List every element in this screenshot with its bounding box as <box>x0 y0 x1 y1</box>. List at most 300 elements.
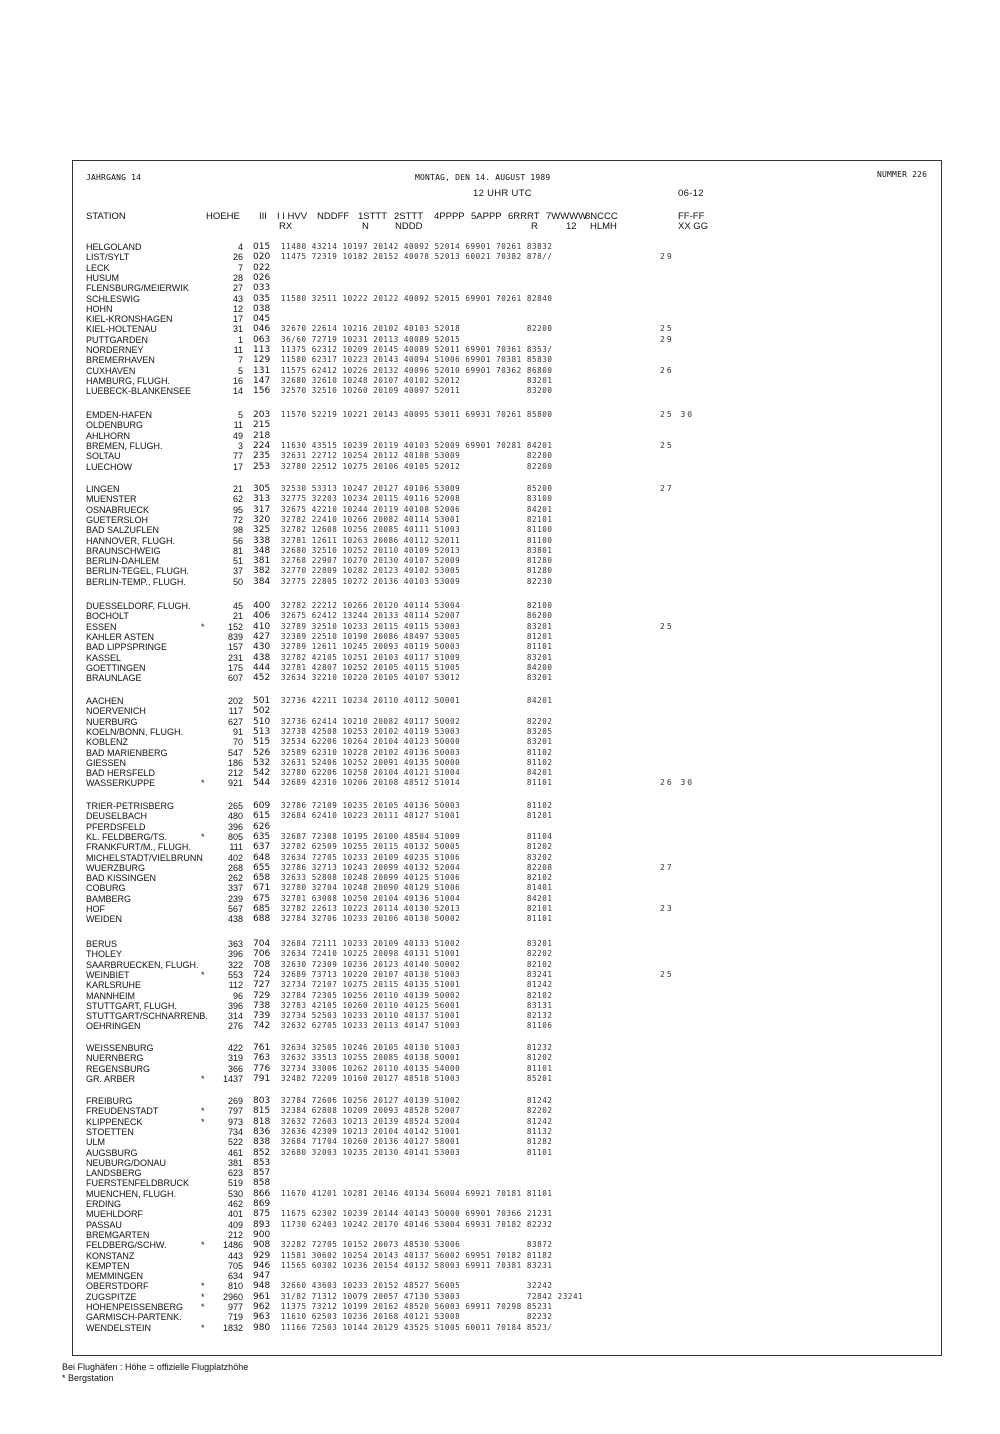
station-id: 635 <box>253 831 271 842</box>
station-name: BRAUNLAGE <box>86 673 142 684</box>
station-height: 21 <box>232 611 243 622</box>
station-name: BAD HERSFELD <box>86 768 156 779</box>
station-name: MUENCHEN, FLUGH. <box>86 1188 177 1199</box>
station-name: KL. FELDBERG/TS. <box>86 831 168 842</box>
station-row <box>0 242 1000 252</box>
station-row <box>0 386 1000 396</box>
synop-code: 32783 42105 10260 20110 40125 56001 83131 <box>281 1000 553 1010</box>
station-id: 675 <box>253 893 271 904</box>
synop-code: 32782 42105 10251 20103 40117 51009 83201 <box>281 652 553 662</box>
synop-code: 11730 62403 10242 20170 40146 53004 69931 70182 82232 <box>281 1219 553 1229</box>
station-row <box>0 1011 1000 1021</box>
station-id: 526 <box>253 747 271 758</box>
station-id: 838 <box>253 1137 271 1148</box>
station-height: 14 <box>232 386 243 397</box>
synop-code: 32684 71704 10260 20136 40127 58001 81282 <box>281 1137 553 1147</box>
synop-code: 32781 12611 10263 20086 40112 52011 81100 <box>281 535 553 545</box>
station-height: 51 <box>232 556 243 567</box>
station-height: 43 <box>232 293 243 304</box>
station-name: KIEL-KRONSHAGEN <box>86 314 173 325</box>
synop-code: 32660 43603 10233 20152 48527 56005 32242 <box>281 1281 553 1291</box>
station-id: 544 <box>253 778 271 789</box>
station-name: AACHEN <box>86 696 124 706</box>
station-height: 28 <box>232 272 243 283</box>
synop-code: 32687 72308 10195 20100 48504 51009 81104 <box>281 831 553 841</box>
station-height: 363 <box>227 939 243 949</box>
station-height: 402 <box>227 852 243 863</box>
station-name: BAD SALZUFLEN <box>86 525 160 536</box>
station-name: HOHN <box>86 303 113 314</box>
station-height: 31 <box>232 324 243 335</box>
station-height: 212 <box>227 1229 243 1240</box>
station-row <box>0 462 1000 472</box>
station-name: GUETERSLOH <box>86 514 149 525</box>
station-height: 152 <box>227 621 243 632</box>
station-height: 461 <box>227 1147 243 1158</box>
station-height: 157 <box>227 642 243 653</box>
station-height: 973 <box>227 1116 243 1127</box>
synop-code: 32675 42210 10244 20119 40108 52006 84201 <box>281 504 553 514</box>
station-name: THOLEY <box>86 949 123 960</box>
station-id: 317 <box>253 504 271 515</box>
station-height: 1437 <box>222 1073 243 1084</box>
station-height: 462 <box>227 1199 243 1209</box>
station-name: GOETTINGEN <box>86 662 146 673</box>
station-id: 738 <box>253 1000 271 1011</box>
station-height: 50 <box>232 576 243 587</box>
station-id: 852 <box>253 1147 271 1158</box>
station-name: MICHELSTADT/VIELBRUNN <box>86 852 203 863</box>
station-height: 276 <box>227 1021 243 1032</box>
station-row <box>0 642 1000 652</box>
station-name: HANNOVER, FLUGH. <box>86 535 176 546</box>
station-row <box>0 1137 1000 1147</box>
station-row <box>0 1021 1000 1031</box>
synop-code: 32689 73713 10220 20107 40130 51003 83241 <box>281 969 553 979</box>
station-row <box>0 632 1000 642</box>
station-row <box>0 960 1000 970</box>
station-row <box>0 980 1000 990</box>
station-name: DEUSELBACH <box>86 811 148 822</box>
station-height: 202 <box>227 696 243 706</box>
gust-value: 26 <box>660 365 674 375</box>
synop-code: 32738 42508 10253 20102 40119 53003 83205 <box>281 726 553 736</box>
station-row <box>0 1271 1000 1281</box>
station-row <box>0 441 1000 451</box>
station-row <box>0 883 1000 893</box>
synop-code: 11166 72503 10144 20129 43525 51005 60011 70184 8523/ <box>281 1322 553 1332</box>
synop-code: 11580 32511 10222 20122 40092 52015 69901 70261 82840 <box>281 293 553 303</box>
station-height: 268 <box>227 862 243 873</box>
station-height: 634 <box>227 1271 243 1282</box>
gust-value: 23 <box>660 904 674 913</box>
synop-code: 32786 72109 10235 20105 40136 50003 81102 <box>281 801 553 810</box>
station-row <box>0 801 1000 811</box>
mountain-station-marker: * <box>201 1291 205 1302</box>
station-name: FUERSTENFELDBRUCK <box>86 1178 190 1189</box>
col-nddff: NDDFF <box>317 211 350 222</box>
station-height: 175 <box>227 662 243 673</box>
station-id: 637 <box>253 842 271 853</box>
station-height: 977 <box>227 1302 243 1312</box>
ff-period: 06-12 <box>678 188 704 199</box>
synop-code: 32780 22512 10275 20106 40105 52012 82200 <box>281 461 553 471</box>
synop-code: 32634 72705 10233 20109 40235 51006 83202 <box>281 852 553 862</box>
synop-code: 32775 22805 10272 20136 40103 53009 82230 <box>281 576 553 586</box>
station-name: HOHENPEISSENBERG <box>86 1302 184 1312</box>
footnote-mountain: * Bergstation <box>62 1373 114 1383</box>
station-name: LIST/SYLT <box>86 252 130 263</box>
synop-code: 32570 32510 10260 20109 40097 52011 83200 <box>281 386 553 396</box>
bottom-rule <box>72 1355 941 1356</box>
station-row <box>0 1064 1000 1074</box>
station-row <box>0 505 1000 515</box>
volume-label: JAHRGANG 14 <box>86 173 142 182</box>
station-row <box>0 970 1000 980</box>
station-height: 381 <box>227 1157 243 1168</box>
station-id: 948 <box>253 1281 271 1292</box>
station-name: AHLHORN <box>86 430 131 441</box>
station-id: 671 <box>253 883 271 894</box>
station-name: NEUBURG/DONAU <box>86 1157 167 1168</box>
synop-code: 32734 33006 10262 20110 40135 54000 81101 <box>281 1063 553 1073</box>
synop-code: 32634 32505 10246 20105 40130 51003 81232 <box>281 1043 553 1052</box>
station-name: ZUGSPITZE <box>86 1291 137 1302</box>
station-id: 035 <box>253 293 271 304</box>
station-height: 921 <box>227 778 243 789</box>
synop-code: 32530 53313 10247 20127 40106 53009 85200 <box>281 484 553 493</box>
synop-code: 32780 62206 10258 20104 40121 51004 84201 <box>281 768 553 778</box>
station-name: BERLIN-TEMP., FLUGH. <box>86 576 186 587</box>
station-height: 186 <box>227 757 243 768</box>
station-row <box>0 283 1000 293</box>
station-id: 022 <box>253 262 271 273</box>
station-id: 129 <box>253 355 271 366</box>
col-sttt1: 1STTT <box>358 211 388 222</box>
station-row <box>0 939 1000 949</box>
station-row <box>0 673 1000 683</box>
col-rx: RX <box>279 221 293 232</box>
synop-code: 32482 72209 10160 20127 48518 51003 85201 <box>281 1073 553 1083</box>
station-name: LINGEN <box>86 484 120 494</box>
station-row <box>0 366 1000 376</box>
station-id: 452 <box>253 673 271 684</box>
station-height: 96 <box>232 990 243 1001</box>
station-row <box>0 863 1000 873</box>
station-height: 12 <box>232 303 243 314</box>
col-nddd: NDDD <box>395 221 423 232</box>
station-id: 438 <box>253 652 271 663</box>
station-name: TRIER-PETRISBERG <box>86 801 175 811</box>
station-height: 5 <box>237 365 243 376</box>
synop-code: 32636 42309 10213 20104 40142 51001 81132 <box>281 1126 553 1136</box>
synop-code: 11375 62312 10209 20145 40089 52011 69901 70361 8353/ <box>281 345 553 354</box>
station-name: KONSTANZ <box>86 1250 135 1261</box>
synop-code: 32631 22712 10254 20112 40108 53009 82200 <box>281 451 553 461</box>
station-row <box>0 1209 1000 1219</box>
station-name: WEINBIET <box>86 969 130 980</box>
station-row <box>0 546 1000 556</box>
station-id: 739 <box>253 1011 271 1022</box>
station-row <box>0 842 1000 852</box>
synop-code: 32282 72705 10152 20073 48530 53006 83872 <box>281 1240 553 1250</box>
station-id: 038 <box>253 303 271 314</box>
station-row <box>0 991 1000 1001</box>
station-row <box>0 758 1000 768</box>
col-nccc: 8NCCC <box>585 211 618 222</box>
station-id: 857 <box>253 1168 271 1179</box>
synop-code: 32630 72309 10236 20123 40140 50002 82102 <box>281 959 553 969</box>
synop-code: 32786 32713 10243 20099 40132 52004 82208 <box>281 862 553 872</box>
station-height: 26 <box>232 252 243 263</box>
station-id: 875 <box>253 1209 271 1220</box>
station-name: GARMISCH-PARTENK. <box>86 1312 182 1323</box>
station-height: 37 <box>232 566 243 577</box>
synop-code: 32534 62206 10264 20104 40123 50000 83201 <box>281 737 553 747</box>
station-id: 235 <box>253 451 271 462</box>
mountain-station-marker: * <box>201 778 205 789</box>
synop-code: 32784 32706 10233 20106 40130 50002 81101 <box>281 914 553 924</box>
station-height: 719 <box>227 1312 243 1323</box>
synop-code: 11630 43515 10239 20119 40103 52009 69901 70281 84201 <box>281 440 553 450</box>
station-id: 045 <box>253 314 271 325</box>
synop-code: 32632 72603 10213 20139 48524 52004 81242 <box>281 1116 553 1126</box>
synop-code: 32632 33513 10255 20085 40138 50001 81202 <box>281 1053 553 1063</box>
mountain-station-marker: * <box>201 1322 205 1333</box>
station-row <box>0 1117 1000 1127</box>
station-name: KOBLENZ <box>86 737 129 748</box>
synop-code: 32789 32510 10233 20115 40115 53003 83201 <box>281 621 553 631</box>
issue-number: NUMMER 226 <box>877 170 928 179</box>
station-name: HOF <box>86 904 105 914</box>
col-height: HOEHE <box>206 211 240 222</box>
mountain-station-marker: * <box>201 1106 205 1117</box>
station-id: 147 <box>253 375 271 386</box>
synop-code: 11475 72319 10182 20152 40078 52013 60021 70382 878// <box>281 252 553 262</box>
station-name: BERUS <box>86 939 118 949</box>
synop-code: 11610 62503 10236 20168 40121 53008 82232 <box>281 1312 553 1322</box>
station-name: BAMBERG <box>86 893 132 904</box>
station-height: 623 <box>227 1168 243 1179</box>
gust-value: 27 <box>660 484 674 493</box>
synop-code: 32782 12608 10256 20085 40111 51003 81100 <box>281 525 553 535</box>
station-name: BERLIN-DAHLEM <box>86 556 160 567</box>
mountain-station-marker: * <box>201 1116 205 1127</box>
station-name: BERLIN-TEGEL, FLUGH. <box>86 566 190 577</box>
station-row <box>0 778 1000 788</box>
station-id: 444 <box>253 662 271 673</box>
station-row <box>0 1043 1000 1053</box>
synop-code: 32782 22613 10223 20114 40130 52013 82101 <box>281 904 553 913</box>
station-row <box>0 737 1000 747</box>
station-row <box>0 832 1000 842</box>
mountain-station-marker: * <box>201 1073 205 1084</box>
station-id: 026 <box>253 272 271 283</box>
mountain-station-marker: * <box>201 1302 205 1312</box>
station-height: 2960 <box>222 1291 243 1302</box>
station-height: 519 <box>227 1178 243 1189</box>
station-id: 962 <box>253 1302 271 1312</box>
station-row <box>0 663 1000 673</box>
col-iihvv: I I HVV <box>277 211 308 222</box>
station-row <box>0 727 1000 737</box>
station-row <box>0 601 1000 611</box>
synop-code: 32675 62412 13244 20133 40114 52007 86200 <box>281 611 553 621</box>
station-height: 422 <box>227 1043 243 1053</box>
station-height: 1486 <box>222 1240 243 1251</box>
synop-code: 11670 41201 10281 20146 40134 56004 69921 70181 81101 <box>281 1188 553 1198</box>
gust-value: 29 <box>660 334 674 344</box>
synop-code: 32782 22410 10266 20082 40114 53001 82101 <box>281 514 553 524</box>
station-name: PUTTGARDEN <box>86 334 149 345</box>
station-name: WUERZBURG <box>86 862 145 873</box>
station-height: 265 <box>227 801 243 811</box>
station-row <box>0 949 1000 959</box>
station-height: 111 <box>229 842 243 853</box>
synop-code: 32782 22212 10266 20120 40114 53004 82100 <box>281 601 553 610</box>
station-row <box>0 1074 1000 1084</box>
station-height: 77 <box>232 451 243 462</box>
station-height: 319 <box>227 1053 243 1064</box>
station-row <box>0 611 1000 621</box>
synop-code: 32736 42211 10234 20110 40112 50001 84201 <box>281 696 553 705</box>
station-height: 27 <box>232 283 243 294</box>
station-name: OEHRINGEN <box>86 1021 141 1032</box>
station-height: 734 <box>227 1126 243 1137</box>
station-row <box>0 252 1000 262</box>
synop-code: 32784 72606 10256 20127 40139 51002 81242 <box>281 1096 553 1105</box>
synop-code: 32684 72111 10233 20109 40133 51002 83201 <box>281 939 553 948</box>
station-id: 020 <box>253 252 271 263</box>
station-name: PFERDSFELD <box>86 821 146 832</box>
synop-code: 32781 63008 10250 20104 40136 51004 84201 <box>281 893 553 903</box>
station-name: BREMERHAVEN <box>86 355 155 366</box>
station-height: 522 <box>227 1137 243 1148</box>
station-name: SCHLESWIG <box>86 293 141 304</box>
station-row <box>0 304 1000 314</box>
station-row <box>0 1168 1000 1178</box>
station-id: 502 <box>253 706 271 717</box>
station-id: 015 <box>253 242 271 252</box>
station-id: 866 <box>253 1188 271 1199</box>
station-name: NOERVENICH <box>86 706 146 717</box>
station-row <box>0 822 1000 832</box>
station-height: 16 <box>232 375 243 386</box>
station-height: 409 <box>227 1219 243 1230</box>
station-id: 946 <box>253 1260 271 1271</box>
station-height: 1832 <box>222 1322 243 1333</box>
station-row <box>0 577 1000 587</box>
station-name: BRAUNSCHWEIG <box>86 545 161 556</box>
station-row <box>0 1127 1000 1137</box>
synop-code: 11575 62412 10226 20132 40096 52010 69901 70362 86800 <box>281 365 553 375</box>
mountain-station-marker: * <box>201 969 205 980</box>
station-name: OBERSTDORF <box>86 1281 149 1292</box>
station-row <box>0 904 1000 914</box>
synop-code: 32680 32610 10248 20107 40102 52012 83201 <box>281 375 553 385</box>
station-height: 262 <box>227 873 243 884</box>
station-id: 203 <box>253 410 271 420</box>
station-row <box>0 1261 1000 1271</box>
station-name: WEISSENBURG <box>86 1043 154 1053</box>
station-name: OLDENBURG <box>86 420 144 431</box>
station-height: 45 <box>232 601 243 611</box>
station-height: 7 <box>237 262 243 273</box>
station-name: MANNHEIM <box>86 990 135 1001</box>
station-id: 724 <box>253 969 271 980</box>
col-ffff: FF-FF <box>678 211 705 222</box>
station-row <box>0 1199 1000 1209</box>
station-id: 063 <box>253 334 271 345</box>
station-name: KAHLER ASTEN <box>86 631 155 642</box>
station-height: 805 <box>227 831 243 842</box>
station-height: 7 <box>237 355 243 366</box>
synop-code: 32632 62705 10233 20113 40147 51003 81106 <box>281 1021 553 1031</box>
station-id: 836 <box>253 1126 271 1137</box>
station-id: 963 <box>253 1312 271 1323</box>
station-name: KLIPPENECK <box>86 1116 143 1127</box>
station-row <box>0 1230 1000 1240</box>
station-height: 553 <box>227 969 243 980</box>
station-id: 033 <box>253 283 271 294</box>
station-height: 62 <box>232 494 243 505</box>
col-station: STATION <box>86 211 126 222</box>
station-height: 396 <box>227 949 243 960</box>
gust-value: 25 30 <box>660 410 695 419</box>
col-r: R <box>531 221 538 232</box>
station-row <box>0 263 1000 273</box>
station-name: KASSEL <box>86 652 122 663</box>
station-row <box>0 1001 1000 1011</box>
station-id: 510 <box>253 716 271 727</box>
mountain-station-marker: * <box>201 1240 205 1251</box>
station-name: STUTTGART/SCHNARRENB. <box>86 1011 208 1022</box>
station-name: BAD LIPPSPRINGE <box>86 642 168 653</box>
gust-value: 25 <box>660 621 674 631</box>
time-label: 12 UHR UTC <box>473 188 532 199</box>
synop-code: 11570 52219 10221 20143 40095 53011 69931 70261 85800 <box>281 410 553 419</box>
synop-code: 32670 22614 10216 20102 40103 52018 82200 <box>281 324 553 334</box>
station-name: SOLTAU <box>86 451 121 462</box>
station-id: 858 <box>253 1178 271 1189</box>
station-row <box>0 1148 1000 1158</box>
station-height: 70 <box>232 737 243 748</box>
station-height: 112 <box>228 980 243 991</box>
synop-code: 11675 62302 10239 20144 40143 50000 69901 70366 21231 <box>281 1209 553 1219</box>
station-height: 401 <box>227 1209 243 1220</box>
station-name: NUERNBERG <box>86 1053 144 1064</box>
synop-code: 11480 43214 10197 20142 40092 52014 69901 70261 83832 <box>281 242 553 251</box>
station-id: 430 <box>253 642 271 653</box>
station-row <box>0 494 1000 504</box>
station-name: CUXHAVEN <box>86 365 136 376</box>
station-id: 815 <box>253 1106 271 1117</box>
gust-value: 26 30 <box>660 778 695 788</box>
synop-code: 32775 32203 10234 20115 40116 52008 83100 <box>281 494 553 504</box>
station-id: 900 <box>253 1229 271 1240</box>
col-rrrt: 6RRRT <box>508 211 540 222</box>
station-row <box>0 376 1000 386</box>
station-height: 117 <box>228 706 243 717</box>
col-w12: 12 <box>566 221 577 232</box>
station-name: LUECHOW <box>86 461 133 472</box>
synop-code: 32734 52503 10233 20110 40137 51001 82132 <box>281 1011 553 1021</box>
station-name: EMDEN-HAFEN <box>86 410 153 420</box>
station-name: HUSUM <box>86 272 119 283</box>
station-row <box>0 811 1000 821</box>
station-id: 727 <box>253 980 271 991</box>
station-id: 113 <box>253 345 271 355</box>
